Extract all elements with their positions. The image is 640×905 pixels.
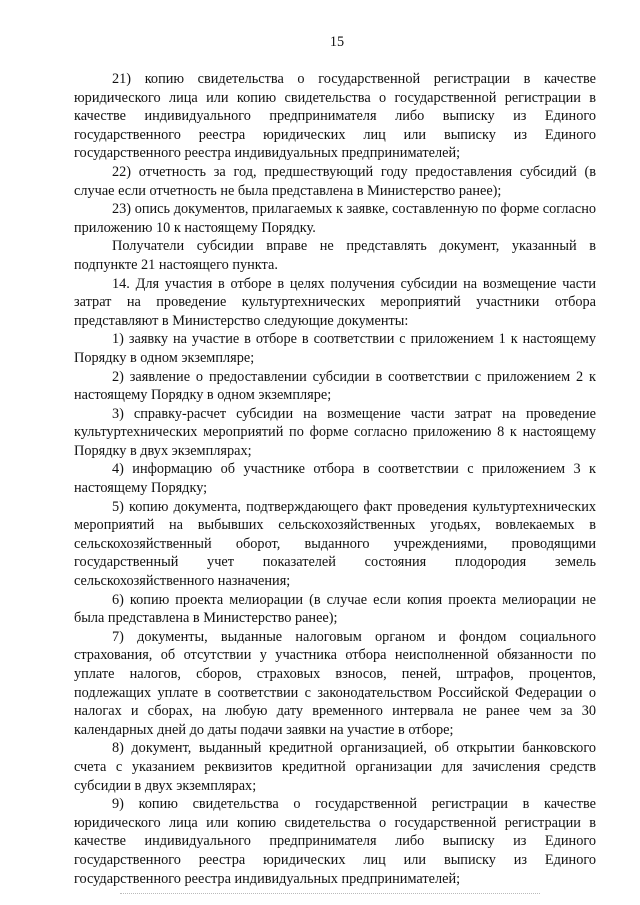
paragraph-item-8: 8) документ, выданный кредитной организацией, об открытии банковского счета с указанием реквизитов кредитной организации для зачисления средств субсидии в двух экземплярах; xyxy=(74,740,596,794)
paragraph-item-7: 7) документы, выданные налоговым органом и фондом социального страхования, об отсутствии у участника отбора неисполненной обязанности по уплате налогов, сборов, страховых взносов, пеней, штрафов, процентов, подлежащих уплате в соответствии с законодательством Российской Федерации о налогах и сборах, на любую дату временного интервала не ранее чем за 30 календарных дней до даты подачи заявки на участие в отборе; xyxy=(74,628,596,738)
paragraph-item-6: 6) копию проекта мелиорации (в случае если копия проекта мелиорации не была представлена в Министерство ранее); xyxy=(74,591,596,627)
paragraph-item-5: 5) копию документа, подтверждающего факт проведения культуртехнических мероприятий на выбывших сельскохозяйственных угодьях, вовлекаемых в сельскохозяйственный оборот, выданного учреждениями, проводящими государственный учет показателей состояния плодородия земель сельскохозяйственного назначения; xyxy=(74,498,596,590)
paragraph-item-2: 2) заявление о предоставлении субсидии в соответствии с приложением 2 к настоящему Порядку в одном экземпляре; xyxy=(74,368,596,404)
paragraph-item-22: 22) отчетность за год, предшествующий году предоставления субсидий (в случае если отчетность не была представлена в Министерство ранее); xyxy=(74,163,596,199)
paragraph-item-23: 23) опись документов, прилагаемых к заявке, составленную по форме согласно приложению 10 к настоящему Порядку. xyxy=(74,201,596,236)
footer-divider xyxy=(120,893,540,894)
paragraph-item-9: 9) копию свидетельства о государственной регистрации в качестве юридического лица или копию свидетельства о государственной регистрации в качестве индивидуального предпринимателя либо выписку из Единого государственного реестра юридических лиц или выписку из Единого государственного реестра индивидуальных предпринимателей; xyxy=(74,796,596,887)
paragraph-clause-14: 14. Для участия в отборе в целях получения субсидии на возмещение части затрат на проведение культуртехнических мероприятий участники отбора представляют в Министерство следующие документы: xyxy=(74,275,596,329)
paragraph-item-1: 1) заявку на участие в отборе в соответствии с приложением 1 к настоящему Порядку в одном экземпляре; xyxy=(74,331,596,366)
paragraph-note: Получатели субсидии вправе не представлять документ, указанный в подпункте 21 настоящего пункта. xyxy=(74,238,596,273)
page-number: 15 xyxy=(329,34,345,50)
paragraph-item-3: 3) справку-расчет субсидии на возмещение части затрат на проведение культуртехнических мероприятий по форме согласно приложению 8 к настоящему Порядку в двух экземплярах; xyxy=(74,405,596,459)
paragraph-item-21: 21) копию свидетельства о государственной регистрации в качестве юридического лица или копию свидетельства о государственной регистрации в качестве индивидуального предпринимателя либо выписку из Единого государственного реестра юридических лиц или выписку из Единого государственного реестра индивидуальных предпринимателей; xyxy=(74,71,596,162)
paragraph-item-4: 4) информацию об участнике отбора в соответствии с приложением 3 к настоящему Порядку; xyxy=(74,461,596,497)
